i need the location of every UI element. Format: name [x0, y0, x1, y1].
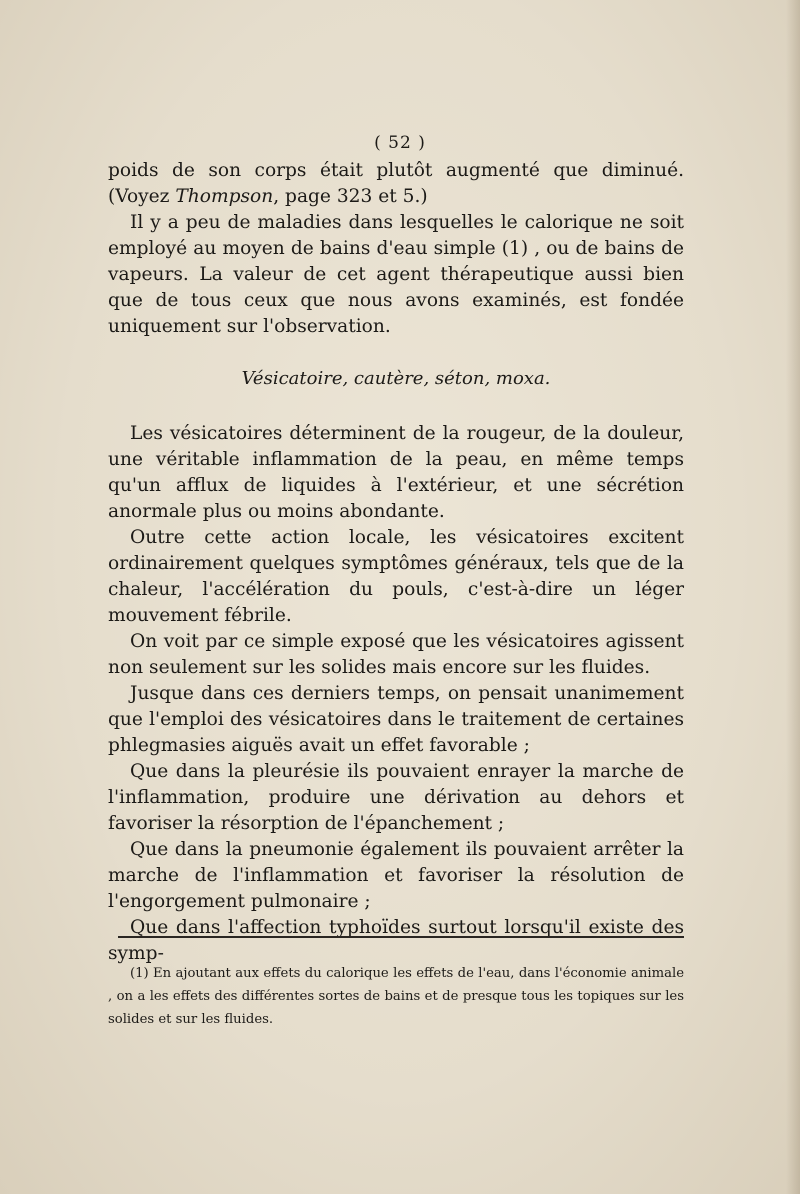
paragraph-3: Les vésicatoires déterminent de la rougeur, de la douleur, une véritable inflammation de la peau, en même temps qu'un afflux de liquides à l'extérieur, et une sécrétion anormale plus ou moins abondante.	[108, 423, 684, 522]
footnote	[108, 962, 684, 1031]
paragraph-7: Que dans la pleurésie ils pouvaient enrayer la marche de l'inflammation, produire une dérivation au dehors et favoriser la résorption de l'épanchement ;	[108, 761, 684, 834]
paragraph-4: Outre cette action locale, les vésicatoires excitent ordinairement quelques symptômes généraux, tels que de la chaleur, l'accélération du pouls, c'est-à-dire un léger mouvement fébrile.	[108, 527, 684, 626]
paragraph-2: Il y a peu de maladies dans lesquelles le calorique ne soit employé au moyen de bains d'eau simple (1) , ou de bains de vapeurs. La valeur de cet agent thérapeutique aussi bien que de tous ceux que nous avons examinés, est fondée uniquement sur l'observation.	[108, 212, 684, 337]
paragraph-9: Que dans l'affection typhoïdes surtout lorsqu'il existe des symp-	[108, 917, 684, 964]
paragraph-6: Jusque dans ces derniers temps, on pensait unanimement que l'emploi des vésicatoires dans le traitement de certaines phlegmasies aiguës avait un effet favorable ;	[108, 683, 684, 756]
paragraph-1	[108, 158, 684, 210]
section-heading: Vésicatoire, cautère, séton, moxa.	[241, 368, 551, 389]
page-number: ( 52 )	[374, 133, 426, 153]
paragraph-1-start: poids de son corps était plutôt augmenté que diminué. (Voyez	[108, 160, 684, 207]
footnote-divider	[118, 936, 684, 938]
paragraph-1-author: Thompson	[175, 186, 274, 207]
page-edge-shadow	[786, 0, 800, 1194]
paragraph-5: On voit par ce simple exposé que les vésicatoires agissent non seulement sur les solides mais encore sur les fluides.	[108, 631, 684, 678]
main-text	[108, 158, 684, 967]
paragraph-8: Que dans la pneumonie également ils pouvaient arrêter la marche de l'inflammation et favoriser la résolution de l'engorgement pulmonaire ;	[108, 839, 684, 912]
paragraph-1-end: , page 323 et 5.)	[273, 186, 428, 207]
footnote-text: (1) En ajoutant aux effets du calorique les effets de l'eau, dans l'économie animale , on a les effets des différentes sortes de bains et de presque tous les topiques sur les solides et sur les fluides.	[108, 966, 684, 1027]
